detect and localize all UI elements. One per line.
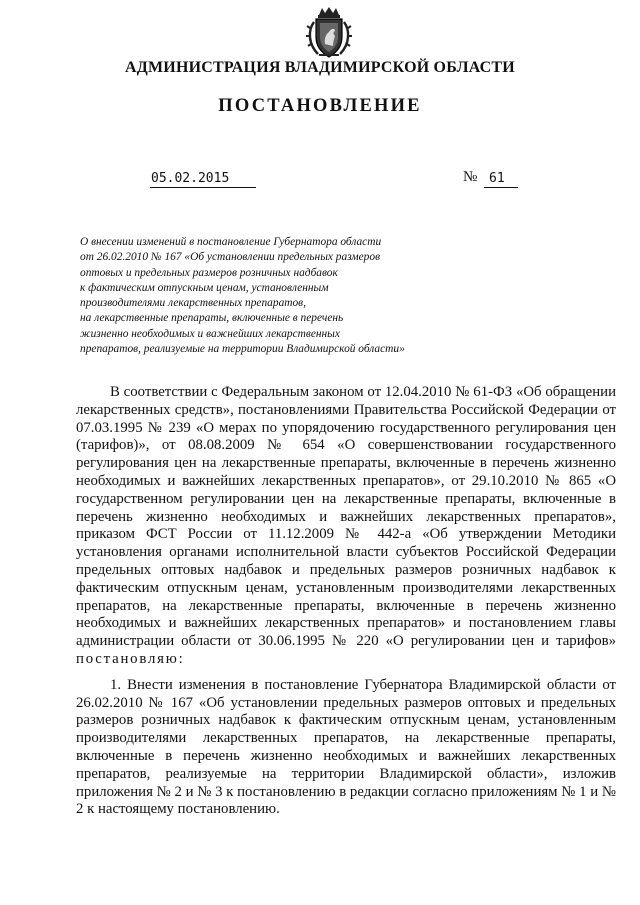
body-paragraph-preamble: [76, 384, 616, 669]
preamble-text: В соответствии с Федеральным законом от 12.04.2010 № 61-ФЗ «Об обращении лекарственных средств», постановлениями Правительства Российской Федерации от 07.03.1995 № 239 «О мерах по упорядочению государственного регулирования цен (тарифов)», от 08.08.2009 № 654 «О совершенствовании государственного регулирования цен на лекарственные препараты, включенные в перечень жизненно необходимых и важнейших лекарственных препаратов», от 29.10.2010 № 865 «О государственном регулировании цен на лекарственные препараты, включенные в перечень жизненно необходимых и важнейших лекарственных препаратов», приказом ФСТ России от 11.12.2009 № 442-а «Об утверждении Методики установления органами исполнительной власти субъектов Российской Федерации предельных оптовых надбавок и предельных размеров розничных надбавок к фактическим отпускным ценам, установленным производителями лекарственных препаратов, на лекарственные препараты, включенные в перечень жизненно необходимых и важнейших лекарственных препаратов» и постановлением главы администрации области от 30.06.1995 № 220 «О регулировании цен и тарифов»: [76, 384, 616, 650]
document-date: 05.02.2015: [151, 171, 230, 186]
document-type: ПОСТАНОВЛЕНИЕ: [218, 96, 422, 116]
subject-line: О внесении изменений в постановление Губернатора области: [80, 236, 382, 248]
document-subject: [80, 235, 470, 357]
body-paragraph-item-1: 1. Внести изменения в постановление Губернатора Владимирской области от 26.02.2010 № 167 «Об установлении предельных размеров оптовых и предельных размеров розничных надбавок к фактическим отпускным ценам, установленным производителями лекарственных препаратов, на лекарственные препараты, включенные в перечень жизненно необходимых и важнейших лекарственных препаратов, реализуемые на территории Владимирской области», изложив приложения № 2 и № 3 к постановлению в редакции согласно приложениям № 1 и № 2 к настоящему постановлению.: [76, 676, 616, 818]
document-body: [76, 384, 616, 819]
number-underline: [484, 187, 518, 188]
organization-name: АДМИНИСТРАЦИЯ ВЛАДИМИРСКОЙ ОБЛАСТИ: [125, 59, 515, 76]
document-number: 61: [489, 171, 505, 186]
coat-of-arms-icon: [305, 6, 353, 60]
subject-line: жизненно необходимых и важнейших лекарственных: [80, 327, 340, 340]
date-underline: [150, 187, 256, 188]
number-label: №: [463, 169, 478, 185]
subject-line: от 26.02.2010 № 167 «Об установлении предельных размеров: [80, 251, 381, 264]
subject-line: на лекарственные препараты, включенные в перечень: [80, 312, 344, 325]
subject-line: производителями лекарственных препаратов,: [80, 297, 306, 310]
subject-line: препаратов, реализуемые на территории Владимирской области»: [80, 343, 405, 356]
subject-line: оптовых и предельных размеров розничных надбавок: [80, 266, 338, 279]
subject-line: к фактическим отпускным ценам, установленным: [80, 281, 329, 294]
decree-word: постановляю:: [76, 650, 185, 667]
